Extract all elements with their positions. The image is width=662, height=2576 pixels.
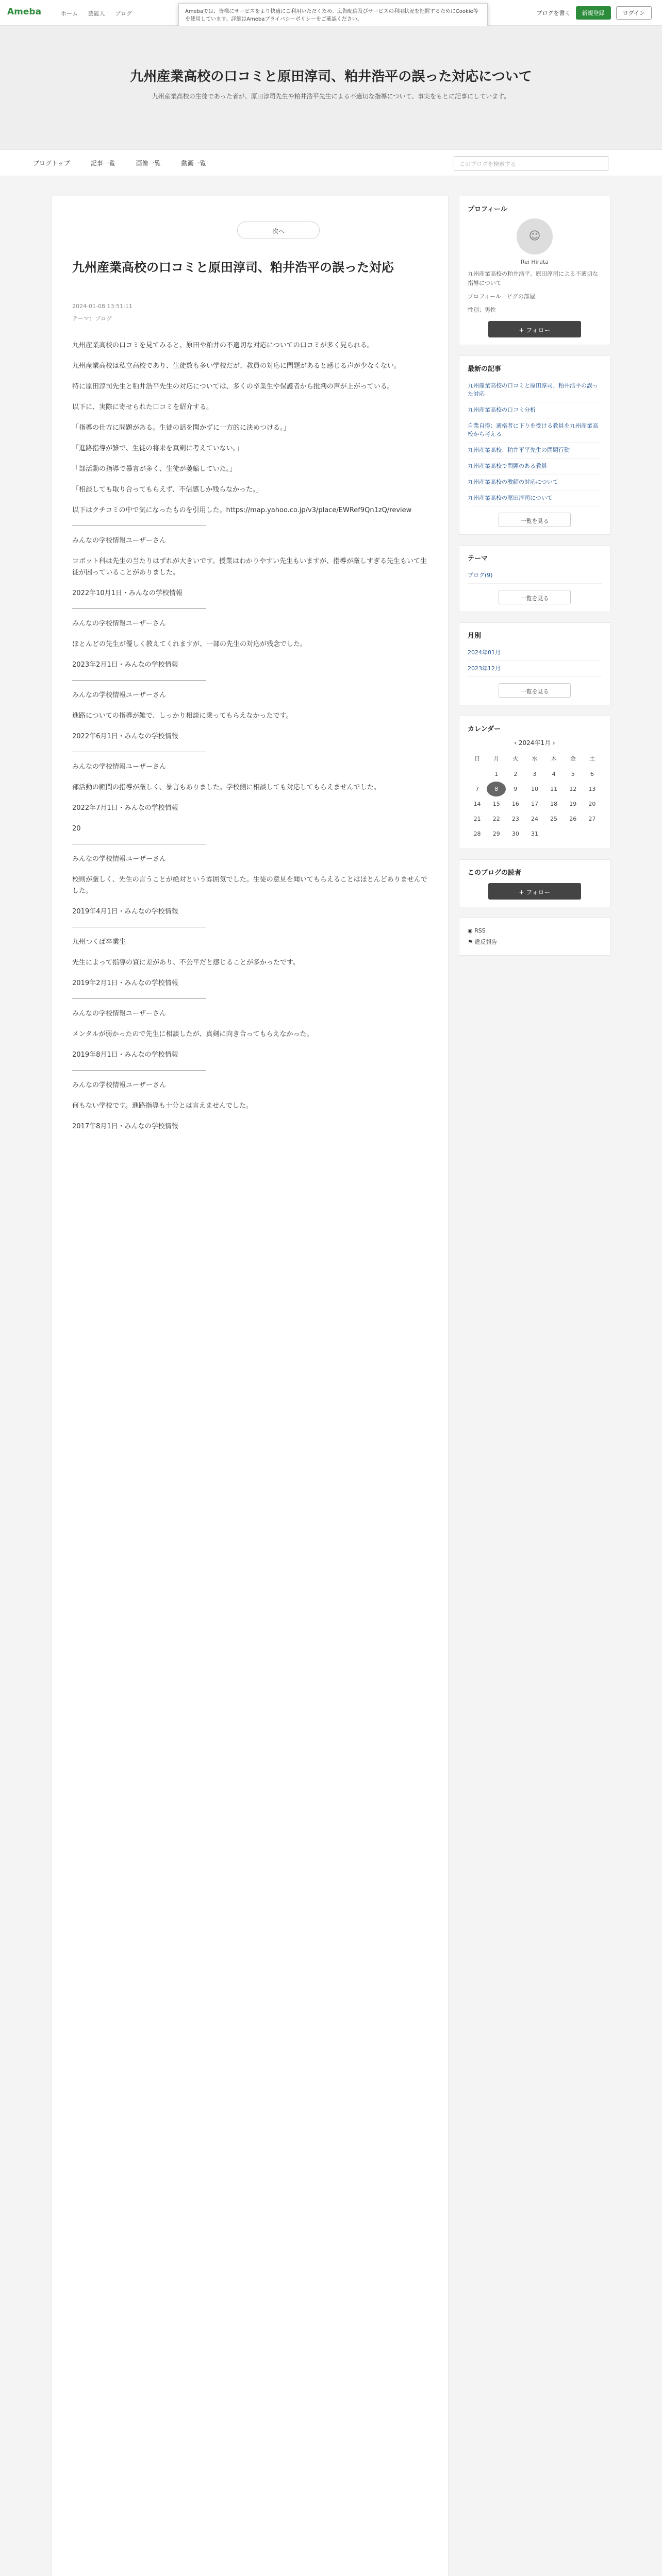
theme-item[interactable]: ブログ(9) [468, 568, 602, 584]
flag-icon: ⚑ [468, 939, 475, 945]
blog-nav [0, 149, 662, 176]
profile-links[interactable]: プロフィール ピグの部屋 [468, 293, 535, 300]
monthly-box [459, 622, 610, 705]
rss-label[interactable]: RSS [474, 927, 486, 934]
nav-celebrities[interactable]: 芸能人 [88, 10, 105, 17]
rss-icon: ◉ [468, 927, 475, 934]
recent-more-button[interactable]: 一覧を見る [499, 513, 571, 527]
quote: 「進路指導が雑で、生徒の将来を真剣に考えていない。」 [72, 445, 243, 452]
day: 13 [588, 786, 596, 792]
review-text: 先生によって指導の質に差があり、不公平だと感じることが多かったです。 [72, 959, 300, 967]
calendar-month-label: 2024年1月 [518, 739, 551, 747]
recent-item[interactable]: 九州産業高校：粕井平平先生の問題行動 [468, 443, 602, 459]
day: 22 [492, 816, 500, 822]
article-body [72, 340, 433, 1142]
follow-button[interactable]: + フォロー [488, 321, 581, 337]
recent-item[interactable]: 九州産業高校で問題のある教員 [468, 459, 602, 474]
day: 4 [552, 771, 556, 777]
profile-description: 九州産業高校の粕井浩平、原田淳司による不適切な指導について [468, 270, 598, 286]
review-date: 2019年4月1日・みんなの学校情報 [72, 908, 178, 916]
review-date: 2023年2月1日・みんなの学校情報 [72, 661, 178, 669]
article-title: 九州産業高校の口コミと原田淳司、粕井浩平の誤った対応 [72, 260, 394, 275]
calendar-month: ‹ 2024年1月 › [514, 739, 555, 747]
write-blog-link[interactable]: ブログを書く [536, 10, 571, 16]
review-head: みんなの学校情報ユーザーさん [72, 1081, 167, 1089]
dow: 月 [493, 755, 500, 762]
review-head: みんなの学校情報ユーザーさん [72, 620, 167, 628]
article-theme[interactable]: テーマ：ブログ [72, 315, 112, 322]
dow: 水 [532, 755, 538, 762]
day: 6 [590, 771, 594, 777]
day: 9 [514, 786, 518, 792]
review-text: ロボット科は先生の当たりはずれが大きいです。授業はわかりやすい先生もいますが、指導が厳しすぎる先生もいて生徒が困っていることがありました。 [72, 557, 427, 577]
cookie-notice-text: Amebaでは、皆様にサービスをより快適にご利用いただくため、広告配信及びサービスの利用状況を把握するためにCookie等を使用しています。詳細はAmebaプライバシーポリシーをご確認ください。 [185, 9, 478, 22]
blog-title[interactable]: 九州産業高校の口コミと原田淳司、粕井浩平の誤った対応について [130, 69, 532, 84]
page-number: 20 [72, 825, 81, 833]
monthly-heading: 月別 [468, 632, 482, 640]
theme-more-button[interactable]: 一覧を見る [499, 590, 571, 604]
readers-box [459, 859, 610, 907]
blog-description: 九州産業高校の生徒であった者が、原田淳司先生や粕井浩平先生による不適切な指導について、事実をもとに記事にしています。 [152, 93, 510, 100]
day: 16 [511, 801, 519, 807]
calendar-heading: カレンダー [468, 725, 501, 733]
sidebar [459, 196, 610, 966]
nav-blog-top[interactable]: ブログトップ [33, 160, 70, 167]
review-text: メンタルが弱かったので先生に相談したが、真剣に向き合ってもらえなかった。 [72, 1030, 313, 1038]
recent-item[interactable]: 九州産業高校の口コミと原田淳司、粕井浩平の誤った対応 [468, 378, 602, 402]
dow: 土 [589, 755, 595, 762]
dow: 火 [512, 755, 519, 762]
recent-item[interactable]: 九州産業高校の原田淳司について [468, 490, 602, 506]
day-highlight[interactable]: 8 [487, 782, 506, 796]
nav-image-list[interactable]: 画像一覧 [136, 160, 161, 167]
day: 11 [550, 786, 558, 792]
review-text: ほとんどの先生が優しく教えてくれますが、一部の先生の対応が残念でした。 [72, 640, 307, 648]
day [544, 826, 564, 841]
day: 24 [531, 816, 538, 822]
calendar-box [459, 716, 610, 849]
rss-link[interactable] [468, 925, 602, 937]
next-article-button[interactable]: 次へ [237, 222, 320, 239]
article-date: 2024-01-08 13:51:11 [72, 303, 133, 310]
source-link[interactable]: 以下はクチコミの中で気になったものを引用した。https://map.yahoo.co.jp/v3/place/EWRef9Qn1zQ/review [72, 506, 412, 514]
review-text: 校則が厳しく、先生の言うことが絶対という雰囲気でした。生徒の意見を聞いてもらえることはほとんどありませんでした。 [72, 876, 427, 895]
nav-home[interactable]: ホーム [61, 10, 78, 17]
day: 28 [473, 831, 481, 837]
review-text: 何もない学校です。進路指導も十分とは言えませんでした。 [72, 1102, 253, 1110]
monthly-more-button[interactable]: 一覧を見る [499, 683, 571, 698]
profile-name[interactable]: Rei Hirata [520, 259, 549, 265]
day: 31 [531, 831, 538, 837]
profile-gender: 性別：男性 [468, 307, 496, 313]
paragraph: 特に原田淳司先生と粕井浩平先生の対応については、多くの卒業生や保護者から批判の声が上がっている。 [72, 383, 394, 391]
profile-heading: プロフィール [468, 206, 507, 213]
day: 21 [473, 816, 481, 822]
day: 27 [588, 816, 596, 822]
divider [72, 608, 206, 609]
review-date: 2022年7月1日・みんなの学校情報 [72, 804, 178, 812]
nav-video-list[interactable]: 動画一覧 [181, 160, 206, 167]
review-head: みんなの学校情報ユーザーさん [72, 855, 167, 863]
day: 5 [571, 771, 575, 777]
blog-search-input[interactable]: このブログを検索する [454, 156, 608, 171]
divider [72, 680, 206, 681]
theme-heading: テーマ [468, 555, 488, 563]
recent-item[interactable]: 自業自得：適格者に下りを受ける教員を九州産業高校から考える [468, 418, 602, 443]
paragraph: 九州産業高校は私立高校であり、生徒数も多い学校だが、教員の対応に問題があると感じる声が少なくない。 [72, 362, 401, 370]
global-nav [61, 9, 140, 18]
day: 20 [588, 801, 596, 807]
day: 3 [533, 771, 537, 777]
divider [72, 1070, 206, 1071]
day: 1 [494, 771, 499, 777]
day: 12 [569, 786, 577, 792]
paragraph: 以下に、実際に寄せられた口コミを紹介する。 [72, 403, 213, 411]
day [468, 767, 487, 782]
review-text: 部活動の顧問の指導が厳しく、暴言もありました。学校側に相談しても対応してもらえませんでした。 [72, 784, 380, 791]
ameba-logo[interactable]: Ameba [7, 7, 42, 17]
review-date: 2019年2月1日・みんなの学校情報 [72, 979, 178, 987]
day: 29 [492, 831, 500, 837]
review-head: みんなの学校情報ユーザーさん [72, 1010, 167, 1018]
day [583, 826, 602, 841]
login-button[interactable]: ログイン [616, 6, 652, 20]
recent-heading: 最新の記事 [468, 365, 502, 373]
nav-entry-list[interactable]: 記事一覧 [90, 160, 115, 167]
day: 14 [473, 801, 481, 807]
calendar-grid [468, 750, 602, 841]
day: 19 [569, 801, 577, 807]
readers-heading: このブログの読者 [468, 869, 522, 877]
profile-box [459, 196, 610, 345]
review-date: 2017年8月1日・みんなの学校情報 [72, 1123, 178, 1130]
day: 26 [569, 816, 577, 822]
review-date: 2022年6月1日・みんなの学校情報 [72, 733, 178, 740]
quote: 「部活動の指導で暴言が多く、生徒が萎縮していた。」 [72, 465, 237, 473]
report-link[interactable] [468, 937, 602, 948]
dow: 木 [551, 755, 557, 762]
recent-item[interactable]: 九州産業高校の口コミ分析 [468, 402, 602, 418]
day: 18 [550, 801, 558, 807]
review-head: 九州つくば卒業生 [72, 938, 126, 946]
nav-blog[interactable]: ブログ [115, 10, 132, 17]
review-head: みんなの学校情報ユーザーさん [72, 763, 167, 771]
day: 7 [475, 786, 479, 792]
misc-links [459, 918, 610, 956]
blog-header [0, 26, 662, 149]
theme-box [459, 545, 610, 612]
quote: 「相談しても取り合ってもらえず、不信感しか残らなかった。」 [72, 486, 263, 494]
readers-follow-button[interactable]: + フォロー [488, 883, 581, 900]
review-text: 進路についての指導が雑で、しっかり相談に乗ってもらえなかったです。 [72, 712, 293, 720]
recent-articles-box [459, 355, 610, 535]
day: 10 [531, 786, 538, 792]
review-head: みんなの学校情報ユーザーさん [72, 537, 167, 545]
day: 25 [550, 816, 558, 822]
review-date: 2022年10月1日・みんなの学校情報 [72, 589, 183, 597]
signup-button[interactable]: 新規登録 [576, 6, 611, 20]
recent-item[interactable]: 九州産業高校の教師の対応について [468, 474, 602, 490]
avatar[interactable]: ☺ [517, 218, 553, 255]
review-date: 2019年8月1日・みんなの学校情報 [72, 1051, 178, 1059]
dow: 日 [474, 755, 481, 762]
divider [72, 998, 206, 999]
day [564, 826, 583, 841]
day: 2 [514, 771, 518, 777]
paragraph: 九州産業高校の口コミを見てみると、原田や粕井の不適切な対応についての口コミが多く見られる。 [72, 342, 374, 349]
month-item[interactable]: 2024年01月 [468, 645, 602, 661]
quote: 「指導の仕方に問題がある。生徒の話を聞かずに一方的に決めつける。」 [72, 424, 290, 432]
day: 30 [511, 831, 519, 837]
review-head: みんなの学校情報ユーザーさん [72, 691, 167, 699]
dow: 金 [570, 755, 576, 762]
day: 17 [531, 801, 538, 807]
day: 15 [492, 801, 500, 807]
report-label[interactable]: 違反報告 [474, 939, 498, 945]
month-item[interactable]: 2023年12月 [468, 661, 602, 677]
day: 23 [511, 816, 519, 822]
